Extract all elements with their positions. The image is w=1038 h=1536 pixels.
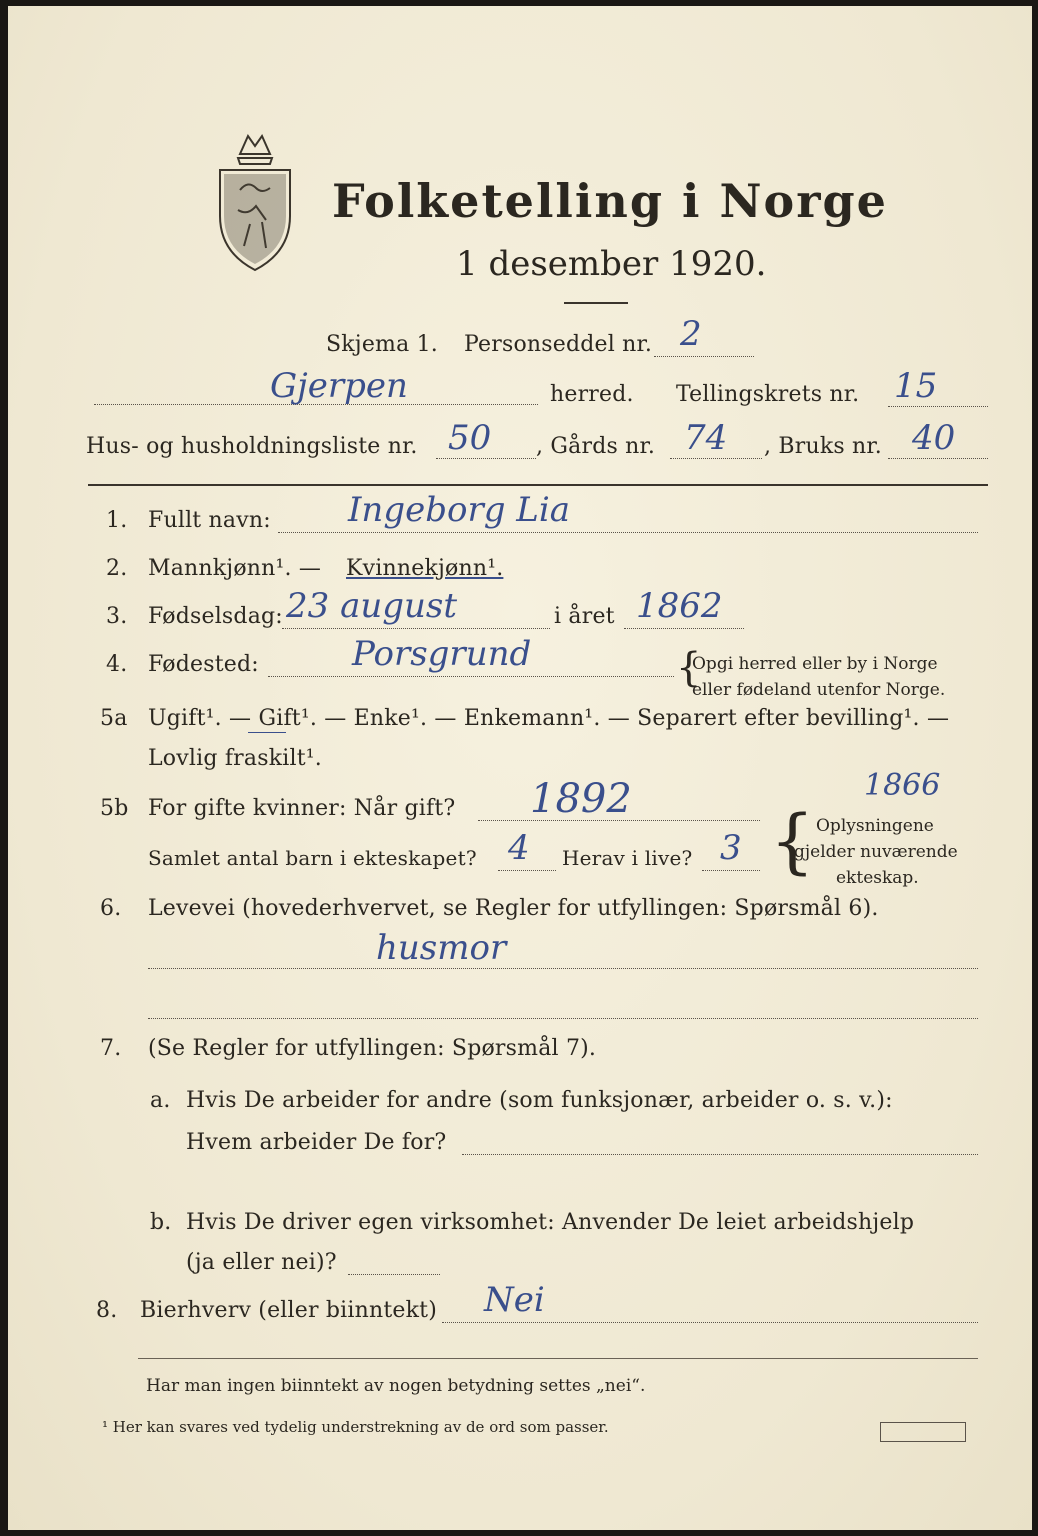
- skjema-label: Skjema 1.: [326, 332, 439, 357]
- bruks-value: 40: [912, 418, 956, 458]
- q5a-options2: Lovlig fraskilt¹.: [148, 746, 322, 771]
- q7b-number: b.: [150, 1210, 172, 1235]
- q5b-brace: {: [770, 800, 815, 882]
- q3-year-dotted-line: [624, 628, 744, 629]
- q4-label: Fødested:: [148, 652, 259, 677]
- q4-dotted-line: [268, 676, 674, 677]
- q8-number: 8.: [96, 1298, 118, 1323]
- q2-kvinne: Kvinnekjønn¹.: [346, 556, 504, 581]
- q1-number: 1.: [106, 508, 128, 533]
- personseddel-label: Personseddel nr.: [464, 332, 653, 357]
- q7b-line2: (ja eller nei)?: [186, 1250, 337, 1275]
- q7a-line2: Hvem arbeider De for?: [186, 1130, 447, 1155]
- q7-label: (Se Regler for utfyllingen: Spørsmål 7).: [148, 1036, 597, 1061]
- form-title: Folketelling i Norge: [332, 174, 888, 228]
- q1-dotted-line: [278, 532, 978, 533]
- q1-value: Ingeborg Lia: [348, 490, 570, 530]
- q7b-dotted-line: [348, 1274, 440, 1275]
- q6-label: Levevei (hovederhvervet, se Regler for utfyllingen: Spørsmål 6).: [148, 896, 879, 921]
- q3-year-value: 1862: [636, 586, 723, 626]
- q3-label: Fødselsdag:: [148, 604, 283, 629]
- husliste-label: Hus- og husholdningsliste nr.: [86, 434, 418, 459]
- gards-label: , Gårds nr.: [536, 434, 656, 459]
- personseddel-value: 2: [680, 314, 702, 354]
- q7b-line1: Hvis De driver egen virksomhet: Anvender De leiet arbeidshjelp: [186, 1210, 915, 1235]
- q5a-options: Ugift¹. — Gift¹. — Enke¹. — Enkemann¹. — Separert efter bevilling¹. —: [148, 706, 950, 731]
- q6-dotted-line-2: [148, 1018, 978, 1019]
- q5b-extra-value: 1866: [864, 768, 941, 803]
- tellingskrets-dotted-line: [888, 406, 988, 407]
- q4-note-line1: Opgi herred eller by i Norge: [692, 654, 938, 674]
- tellingskrets-label: Tellingskrets nr.: [676, 382, 860, 407]
- q5b-note-line1: Oplysningene: [816, 816, 934, 836]
- q5b-barn-dotted-line: [498, 870, 556, 871]
- census-form: [8, 6, 1032, 1530]
- footnote: ¹ Her kan svares ved tydelig understrekning av de ord som passer.: [102, 1418, 609, 1436]
- q6-number: 6.: [100, 896, 122, 921]
- printer-stamp: [880, 1422, 966, 1442]
- husliste-value: 50: [448, 418, 492, 458]
- q3-year-label: i året: [554, 604, 615, 629]
- bruks-dotted-line: [888, 458, 988, 459]
- q4-brace: {: [676, 645, 702, 691]
- q2-mann: Mannkjønn¹. —: [148, 556, 322, 581]
- q3-dotted-line: [282, 628, 550, 629]
- q8-value: Nei: [484, 1280, 545, 1320]
- q4-number: 4.: [106, 652, 128, 677]
- footer-rule: [138, 1358, 978, 1359]
- bruks-label: , Bruks nr.: [764, 434, 882, 459]
- q5b-barn-value: 4: [508, 828, 530, 868]
- q5a-gift-underline: [248, 732, 286, 733]
- q7-number: 7.: [100, 1036, 122, 1061]
- q1-label: Fullt navn:: [148, 508, 271, 533]
- q5b-live-label: Herav i live?: [562, 846, 693, 870]
- q5b-note-line2: gjelder nuværende: [794, 842, 958, 862]
- herred-label: herred.: [550, 382, 634, 407]
- header-rule: [88, 484, 988, 486]
- q5b-live-value: 3: [720, 828, 742, 868]
- q3-value: 23 august: [286, 586, 458, 626]
- q4-note-line2: eller fødeland utenfor Norge.: [692, 680, 946, 700]
- herred-value: Gjerpen: [270, 366, 408, 406]
- q5b-label: For gifte kvinner: Når gift?: [148, 796, 456, 821]
- q5b-note-line3: ekteskap.: [836, 868, 919, 888]
- q6-value: husmor: [376, 928, 507, 968]
- q8-label: Bierhverv (eller biinntekt): [140, 1298, 438, 1323]
- q5a-number: 5a: [100, 706, 128, 731]
- gards-value: 74: [684, 418, 728, 458]
- tellingskrets-value: 15: [894, 366, 938, 406]
- q7a-dotted-line: [462, 1154, 978, 1155]
- title-divider: [564, 302, 628, 304]
- husliste-dotted-line: [436, 458, 536, 459]
- q5b-number: 5b: [100, 796, 129, 821]
- q2-number: 2.: [106, 556, 128, 581]
- q5b-live-dotted-line: [702, 870, 760, 871]
- form-date: 1 desember 1920.: [456, 244, 767, 284]
- q7a-line1: Hvis De arbeider for andre (som funksjonær, arbeider o. s. v.):: [186, 1088, 893, 1113]
- coat-of-arms-icon: [210, 124, 300, 274]
- q4-value: Porsgrund: [352, 634, 532, 674]
- q3-number: 3.: [106, 604, 128, 629]
- q7a-number: a.: [150, 1088, 171, 1113]
- q6-dotted-line-1: [148, 968, 978, 969]
- q5b-value: 1892: [530, 776, 632, 822]
- q5b-barn-label: Samlet antal barn i ekteskapet?: [148, 846, 477, 870]
- personseddel-dotted-line: [654, 356, 754, 357]
- q8-dotted-line: [442, 1322, 978, 1323]
- footer-note: Har man ingen biinntekt av nogen betydning settes „nei“.: [146, 1376, 646, 1396]
- gards-dotted-line: [670, 458, 762, 459]
